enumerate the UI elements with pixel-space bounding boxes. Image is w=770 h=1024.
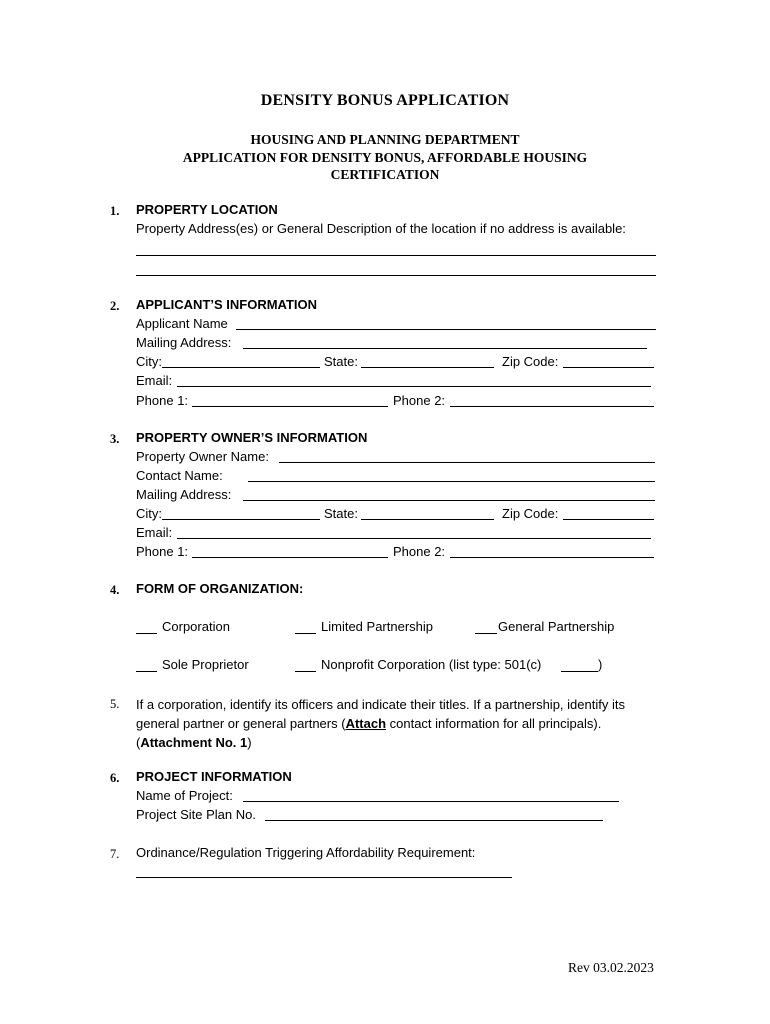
section-5-text-c: ): [247, 735, 252, 750]
applicant-zip-label: Zip Code:: [502, 354, 559, 369]
owner-zip-label: Zip Code:: [502, 506, 559, 521]
applicant-name-field[interactable]: [236, 329, 656, 330]
owner-state-label: State:: [324, 506, 358, 521]
applicant-email-label: Email:: [136, 373, 173, 388]
general-partnership-label: General Partnership: [498, 619, 615, 634]
owner-phone1-label: Phone 1:: [136, 544, 189, 559]
section-3-number: 3.: [110, 432, 120, 446]
owner-mailing-address-label: Mailing Address:: [136, 487, 232, 502]
section-5-number: 5.: [110, 697, 120, 711]
attach-emphasis: Attach: [345, 716, 387, 731]
limited-partnership-label: Limited Partnership: [321, 619, 433, 634]
property-address-line-1[interactable]: [136, 255, 656, 256]
section-6-number: 6.: [110, 771, 120, 785]
applicant-phone2-field[interactable]: [450, 406, 654, 407]
document-title: DENSITY BONUS APPLICATION: [260, 92, 510, 109]
applicant-email-field[interactable]: [177, 386, 651, 387]
attachment-no-1: Attachment No. 1: [140, 735, 248, 750]
subtitle-line-3: CERTIFICATION: [330, 167, 440, 182]
section-5-paragraph: [136, 695, 666, 752]
subtitle-line-1: HOUSING AND PLANNING DEPARTMENT: [250, 132, 520, 147]
nonprofit-checkbox-line[interactable]: [295, 671, 316, 672]
ordinance-label: Ordinance/Regulation Triggering Affordability Requirement:: [136, 845, 476, 860]
nonprofit-type-field[interactable]: [561, 671, 598, 672]
owner-name-field[interactable]: [279, 462, 655, 463]
owner-contact-name-field[interactable]: [248, 481, 655, 482]
owner-email-field[interactable]: [177, 538, 651, 539]
applicant-city-label: City:: [136, 354, 162, 369]
corporation-label: Corporation: [162, 619, 230, 634]
applicant-mailing-address-label: Mailing Address:: [136, 335, 232, 350]
property-location-prompt: Property Address(es) or General Description of the location if no address is available:: [136, 221, 626, 236]
applicant-phone1-label: Phone 1:: [136, 393, 189, 408]
project-name-label: Name of Project:: [136, 788, 233, 803]
project-site-plan-field[interactable]: [265, 820, 603, 821]
project-name-field[interactable]: [243, 801, 619, 802]
section-2-heading: APPLICANT’S INFORMATION: [136, 297, 318, 312]
section-5-text-b: contact information for all principals). (: [136, 716, 602, 750]
owner-phone1-field[interactable]: [192, 557, 388, 558]
corporation-checkbox-line[interactable]: [136, 633, 157, 634]
applicant-city-field[interactable]: [162, 367, 320, 368]
section-7-number: 7.: [110, 847, 120, 861]
section-1-heading: PROPERTY LOCATION: [136, 202, 278, 217]
owner-city-field[interactable]: [162, 519, 320, 520]
applicant-mailing-address-field[interactable]: [243, 348, 647, 349]
ordinance-field[interactable]: [136, 877, 512, 878]
owner-mailing-address-field[interactable]: [243, 500, 655, 501]
subtitle-line-2: APPLICATION FOR DENSITY BONUS, AFFORDABLE HOUSING: [182, 150, 588, 165]
section-2-number: 2.: [110, 299, 120, 313]
section-4-heading: FORM OF ORGANIZATION:: [136, 581, 304, 596]
limited-partnership-checkbox-line[interactable]: [295, 633, 316, 634]
section-4-number: 4.: [110, 583, 120, 597]
owner-phone2-label: Phone 2:: [393, 544, 446, 559]
applicant-name-label: Applicant Name: [136, 316, 228, 331]
owner-zip-field[interactable]: [563, 519, 654, 520]
owner-email-label: Email:: [136, 525, 173, 540]
project-site-plan-label: Project Site Plan No.: [136, 807, 256, 822]
applicant-state-label: State:: [324, 354, 358, 369]
sole-proprietor-label: Sole Proprietor: [162, 657, 249, 672]
applicant-zip-field[interactable]: [563, 367, 654, 368]
applicant-phone1-field[interactable]: [192, 406, 388, 407]
owner-name-label: Property Owner Name:: [136, 449, 269, 464]
nonprofit-label-prefix: Nonprofit Corporation (list type: 501(c): [321, 657, 542, 672]
section-3-heading: PROPERTY OWNER’S INFORMATION: [136, 430, 368, 445]
sole-proprietor-checkbox-line[interactable]: [136, 671, 157, 672]
nonprofit-label-suffix: ): [598, 657, 603, 672]
property-address-line-2[interactable]: [136, 275, 656, 276]
applicant-state-field[interactable]: [361, 367, 494, 368]
section-5-text-a: If a corporation, identify its officers and indicate their titles. If a partnership, identify its general partner or general partners (: [136, 697, 625, 731]
owner-phone2-field[interactable]: [450, 557, 654, 558]
revision-footer: Rev 03.02.2023: [568, 960, 654, 975]
section-1-number: 1.: [110, 204, 120, 218]
section-6-heading: PROJECT INFORMATION: [136, 769, 292, 784]
owner-contact-name-label: Contact Name:: [136, 468, 223, 483]
applicant-phone2-label: Phone 2:: [393, 393, 446, 408]
owner-city-label: City:: [136, 506, 162, 521]
owner-state-field[interactable]: [361, 519, 494, 520]
general-partnership-checkbox-line[interactable]: [475, 633, 497, 634]
